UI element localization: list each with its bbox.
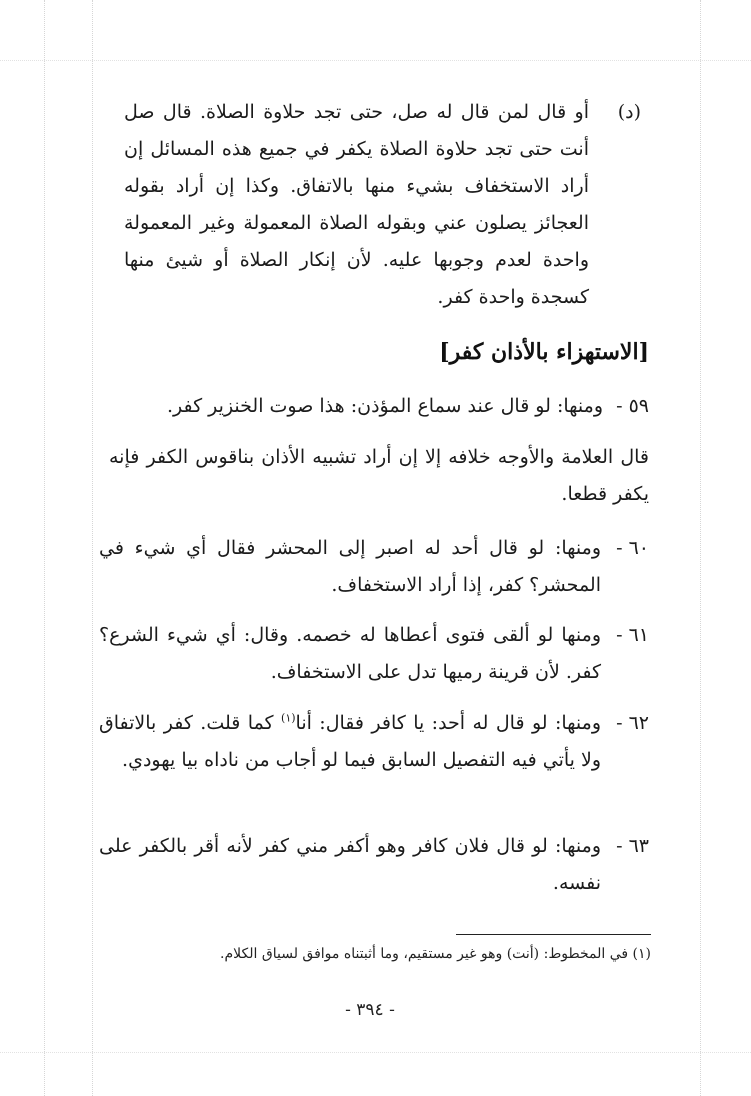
item-62-text <box>99 705 601 779</box>
scan-artifact-line <box>44 0 45 1096</box>
scan-artifact-line <box>700 0 701 1096</box>
allama-paragraph <box>109 439 649 513</box>
footnote-separator <box>456 934 651 935</box>
paragraph-d <box>124 94 589 316</box>
footnote-reference: (١) <box>281 711 296 725</box>
item-62-text-after: كما قلت. كفر بالاتفاق ولا يأتي فيه التفصيل السابق فيما لو أجاب من ناداه بيا يهودي. <box>99 712 601 771</box>
scan-artifact-line <box>0 60 751 61</box>
item-number-63: ٦٣ - <box>616 835 649 857</box>
item-60 <box>99 530 601 604</box>
item-61 <box>99 617 601 691</box>
paragraph-marker-d: (د) <box>617 101 641 123</box>
item-59 <box>113 388 603 425</box>
scan-artifact-line <box>92 0 93 1096</box>
item-62 <box>99 705 601 779</box>
allama-paragraph-text: قال العلامة والأوجه خلافه إلا إن أراد تشبيه الأذان بناقوس الكفر فإنه يكفر قطعا. <box>109 446 649 505</box>
item-59-text: ومنها: لو قال عند سماع المؤذن: هذا صوت الخنزير كفر. <box>166 395 603 417</box>
footnote-text: في المخطوط: (أنت) وهو غير مستقيم، وما أثبتناه موافق لسياق الكلام. <box>220 946 629 962</box>
item-63-text: ومنها: لو قال فلان كافر وهو أكفر مني كفر لأنه أقر بالكفر على نفسه. <box>99 835 601 894</box>
page-number: - ٣٩٤ - <box>345 1000 395 1020</box>
item-63 <box>99 828 601 902</box>
footnote-number: (١) <box>632 946 651 962</box>
item-number-60: ٦٠ - <box>616 537 649 559</box>
footnote <box>220 942 651 966</box>
item-number-59: ٥٩ - <box>616 395 649 417</box>
item-number-61: ٦١ - <box>616 624 649 646</box>
item-60-text: ومنها: لو قال أحد له اصبر إلى المحشر فقال أي شيء في المحشر؟ كفر، إذا أراد الاستخفاف. <box>99 537 601 596</box>
section-heading: [الاستهزاء بالأذان كفر] <box>439 339 649 365</box>
paragraph-d-text: أو قال لمن قال له صل، حتى تجد حلاوة الصلاة. قال صل أنت حتى تجد حلاوة الصلاة يكفر في جميع هذه المسائل إن أراد الاستخفاف بشيء منها بالاتفاق. وكذا إن أراد بقوله العجائز يصلون عني وبقوله الصلاة المعمولة وغير المعمولة واحدة لعدم وجوبها عليه. لأن إنكار الصلاة أو شيئ منها كسجدة واحدة كفر. <box>124 101 589 308</box>
item-number-62: ٦٢ - <box>616 712 649 734</box>
item-61-text: ومنها لو ألقى فتوى أعطاها له خصمه. وقال: أي شيء الشرع؟ كفر. لأن قرينة رميها تدل على الاستخفاف. <box>99 624 601 683</box>
scan-artifact-line <box>0 1052 751 1053</box>
item-62-text-before: ومنها: لو قال له أحد: يا كافر فقال: أنا <box>295 712 602 734</box>
